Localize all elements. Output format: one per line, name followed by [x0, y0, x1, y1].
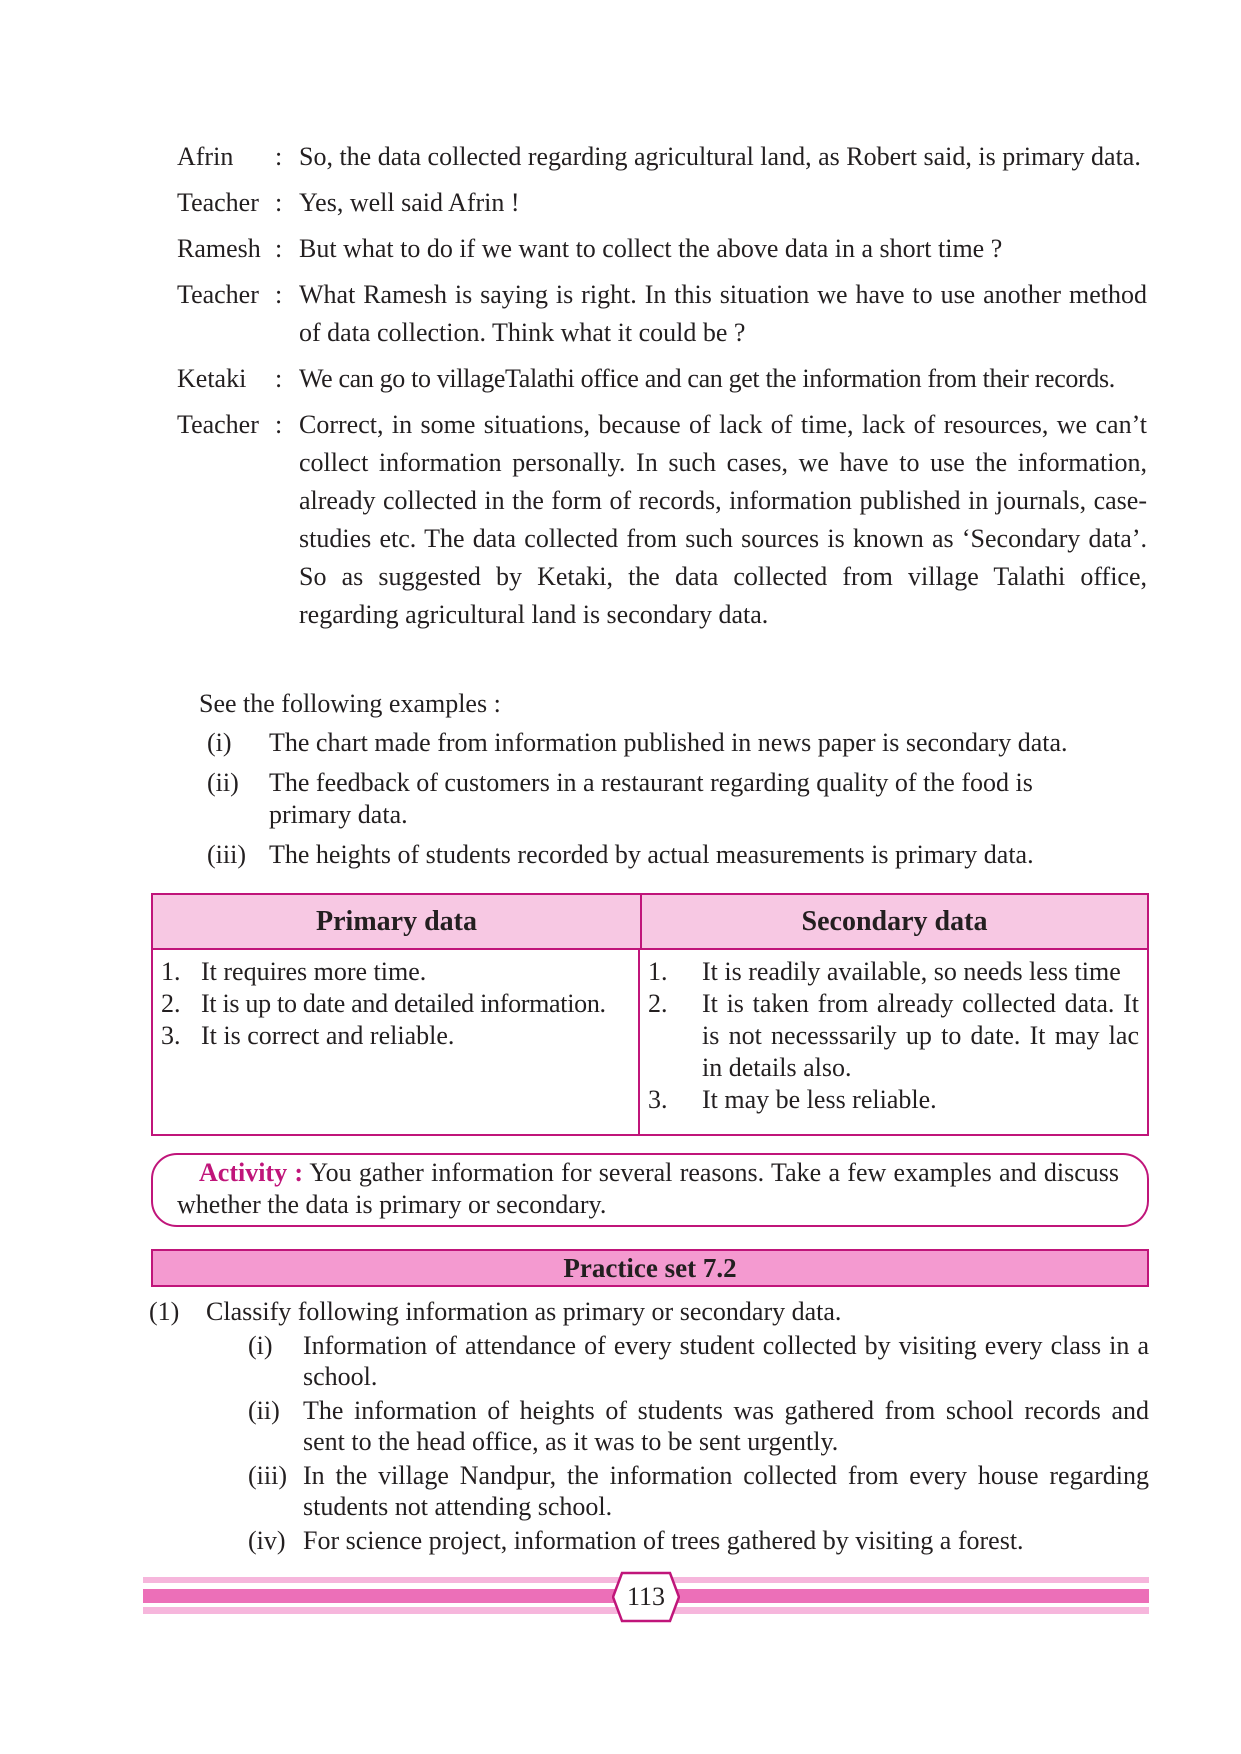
dialogue	[177, 138, 1147, 642]
list-item	[161, 988, 638, 1020]
sub-question	[248, 1460, 1149, 1522]
question-number: (1)	[149, 1297, 180, 1326]
example-number: (iii)	[207, 840, 246, 869]
speaker-name: Ketaki	[177, 364, 247, 393]
activity-label: Activity :	[199, 1158, 304, 1187]
sub-question-number: (iv)	[248, 1526, 286, 1555]
speech-text: We can go to villageTalathi office and can get the information from their records.	[299, 364, 1115, 393]
speech-text: But what to do if we want to collect the above data in a short time ?	[299, 234, 1003, 263]
speech-text: Correct, in some situations, because of lack of time, lack of resources, we can’t collect information personally. In such cases, we have to use the information, already collected in the form of records, information published in journals, case-studies etc. The data collected from such sources is known as ‘Secondary data’. So as suggested by Ketaki, the data collected from village Talathi office, regarding agricultural land is secondary data.	[299, 410, 1147, 629]
secondary-data-column	[640, 950, 1147, 1134]
speech-text: What Ramesh is saying is right. In this situation we have to use another method of data collection. Think what it could be ?	[299, 280, 1147, 347]
dialogue-line	[177, 184, 1147, 222]
item-text: It may be less reliable.	[702, 1085, 937, 1114]
example-item	[199, 839, 1099, 871]
item-number: 2.	[161, 989, 181, 1018]
speaker-name: Teacher	[177, 188, 259, 217]
item-number: 3.	[648, 1085, 668, 1114]
list-item	[161, 1020, 638, 1052]
practice-set-header: Practice set 7.2	[151, 1249, 1149, 1287]
sub-question-number: (iii)	[248, 1461, 287, 1490]
item-text: It is readily available, so needs less time	[702, 957, 1121, 986]
speech-text: So, the data collected regarding agricultural land, as Robert said, is primary data.	[299, 142, 1141, 171]
list-item	[648, 988, 1139, 1084]
example-text: The chart made from information published in news paper is secondary data.	[269, 728, 1068, 757]
sub-question-text: In the village Nandpur, the information collected from every house regarding students not attending school.	[303, 1461, 1149, 1521]
speaker-name: Afrin	[177, 142, 234, 171]
dialogue-line	[177, 406, 1147, 634]
item-number: 1.	[161, 957, 181, 986]
speaker-colon: :	[275, 142, 283, 171]
item-number: 3.	[161, 1021, 181, 1050]
sub-question	[248, 1525, 1149, 1556]
example-item	[199, 727, 1099, 759]
examples-section	[199, 688, 1099, 879]
dialogue-line	[177, 360, 1147, 398]
example-text: The feedback of customers in a restaurant regarding quality of the food is primary data.	[269, 768, 1033, 829]
examples-intro: See the following examples :	[199, 689, 501, 718]
speaker-colon: :	[275, 280, 283, 309]
list-item	[648, 1084, 1139, 1116]
sub-question	[248, 1330, 1149, 1392]
item-number: 1.	[648, 957, 668, 986]
question-text: Classify following information as primary or secondary data.	[206, 1297, 842, 1326]
speaker-colon: :	[275, 234, 283, 263]
list-item	[161, 956, 638, 988]
speaker-colon: :	[275, 364, 283, 393]
dialogue-line	[177, 138, 1147, 176]
speaker-name: Teacher	[177, 410, 259, 439]
example-item	[199, 767, 1099, 831]
dialogue-line	[177, 230, 1147, 268]
table-body-row	[153, 950, 1147, 1134]
speaker-colon: :	[275, 188, 283, 217]
item-number: 2.	[648, 989, 668, 1018]
activity-box	[151, 1153, 1149, 1227]
item-text: It is correct and reliable.	[201, 1021, 455, 1050]
speaker-name: Teacher	[177, 280, 259, 309]
sub-question	[248, 1395, 1149, 1457]
practice-questions	[149, 1296, 1149, 1559]
sub-question-number: (i)	[248, 1331, 273, 1360]
speech-text: Yes, well said Afrin !	[299, 188, 520, 217]
item-text: It is taken from already collected data. It is not necesssarily up to date. It may lac in details also.	[702, 989, 1139, 1082]
list-item	[648, 956, 1139, 988]
sub-question-text: Information of attendance of every student collected by visiting every class in a school.	[303, 1331, 1149, 1391]
page-number: 113	[626, 1582, 666, 1611]
comparison-table	[151, 893, 1149, 1136]
activity-text: You gather information for several reasons. Take a few examples and discuss whether the data is primary or secondary.	[177, 1158, 1119, 1219]
speaker-colon: :	[275, 410, 283, 439]
item-text: It requires more time.	[201, 957, 427, 986]
header-secondary-data: Secondary data	[801, 905, 988, 937]
example-text: The heights of students recorded by actual measurements is primary data.	[269, 840, 1034, 869]
example-number: (i)	[207, 728, 232, 757]
header-primary-data: Primary data	[153, 895, 642, 948]
dialogue-line	[177, 276, 1147, 352]
sub-question-text: The information of heights of students was gathered from school records and sent to the head office, as it was to be sent urgently.	[303, 1396, 1149, 1456]
sub-question-number: (ii)	[248, 1396, 280, 1425]
item-text: It is up to date and detailed information.	[201, 989, 606, 1018]
example-number: (ii)	[207, 768, 239, 797]
question	[149, 1296, 1149, 1327]
table-header-row	[153, 895, 1147, 950]
primary-data-column	[153, 950, 640, 1134]
sub-question-text: For science project, information of trees gathered by visiting a forest.	[303, 1526, 1024, 1555]
speaker-name: Ramesh	[177, 234, 261, 263]
sub-question-list	[149, 1330, 1149, 1556]
